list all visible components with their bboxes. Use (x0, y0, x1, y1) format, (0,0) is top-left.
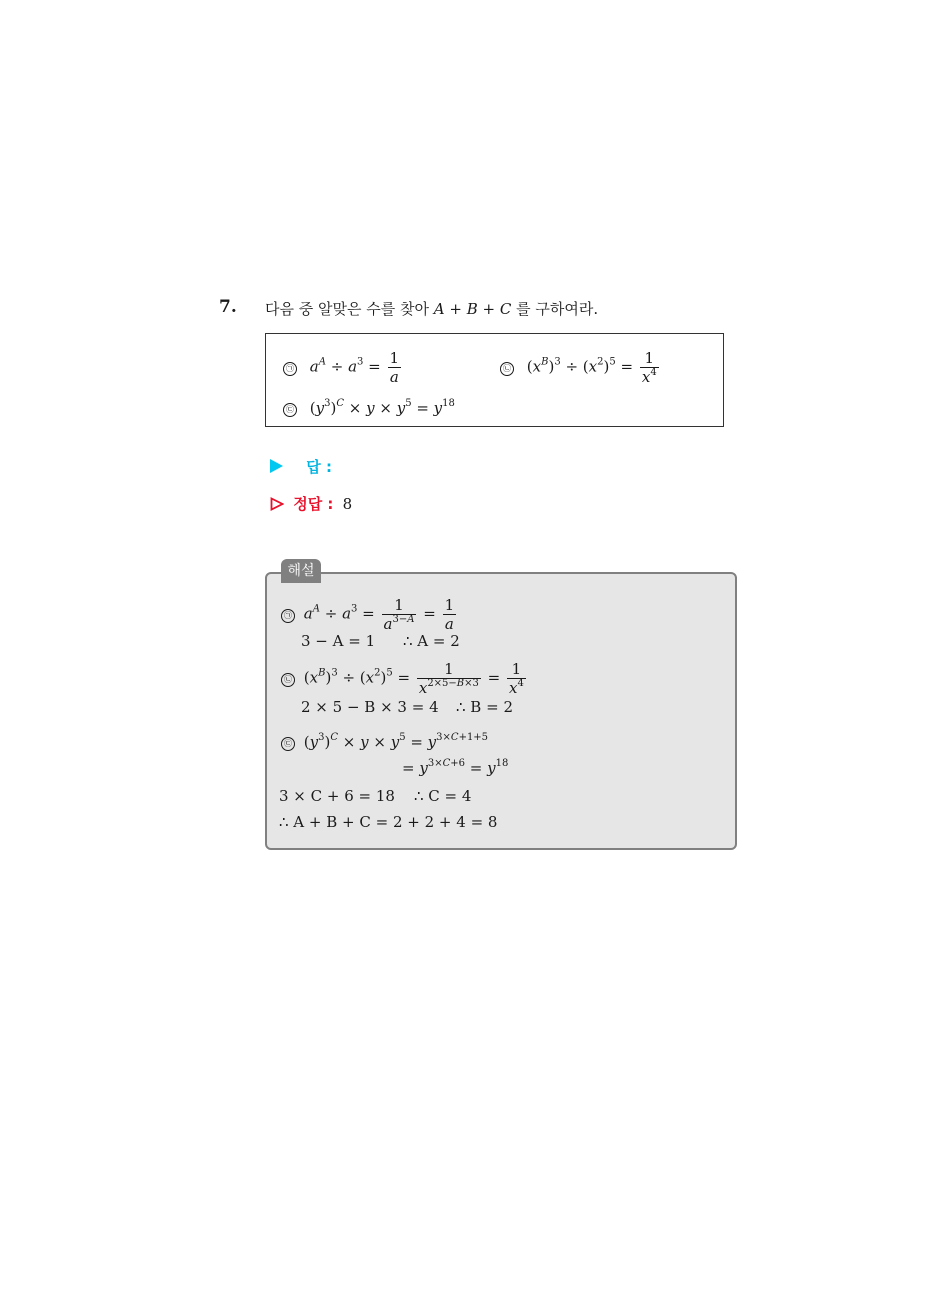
step-3-marker: ㉢ (281, 737, 295, 751)
fraction: $\frac{1}{a}$ (389, 349, 400, 386)
play-arrow-icon (270, 459, 283, 473)
solution-step-3-eq: 3 × C + 6 = 18 (279, 787, 395, 805)
question-number: 7. (219, 297, 237, 317)
outline-arrow-icon (270, 497, 284, 511)
solution-step-3: ㉢ $(y^3)^C \times y \times y^5 = y^{3\times C+1+5}$ (281, 733, 488, 751)
question-prefix: 다음 중 알맞은 수를 찾아 (265, 300, 429, 318)
step-1-marker: ㉠ (281, 609, 295, 623)
solution-step-3-result: ∴ C = 4 (414, 787, 472, 805)
choice-2-marker: ㉡ (500, 362, 514, 376)
solution-step-1: ㉠ $a^A \div a^3$ = $\frac{1}{a^{3-A}}$ = $\frac{1}{a}$ (281, 597, 458, 632)
var-c: C (499, 300, 512, 318)
choice-1-marker: ㉠ (283, 362, 297, 376)
choice-3: ㉢ $(y^3)^C \times y \times y^5 = y^{18}$ (283, 399, 455, 417)
solution-step-2-eq: 2 × 5 − B × 3 = 4 (301, 698, 439, 716)
var-a: A (433, 300, 445, 318)
correct-answer-row (270, 493, 352, 514)
step-2-marker: ㉡ (281, 673, 295, 687)
fraction: $\frac{1}{x^4}$ (509, 660, 524, 697)
solution-final: ∴ A + B + C = 2 + 2 + 4 = 8 (279, 813, 498, 831)
fraction: $\frac{1}{a^{3-A}}$ (383, 596, 415, 633)
fraction: $\frac{1}{x^{2\times 5-B\times 3}}$ (418, 660, 479, 697)
correct-answer-label: 정답 : (293, 495, 334, 513)
solution-step-1-result: ∴ A = 2 (403, 632, 460, 650)
answer-row (270, 456, 332, 477)
question-suffix: 를 구하여라. (516, 300, 599, 318)
choice-3-marker: ㉢ (283, 403, 297, 417)
solution-step-3-cont: = $y^{3\times C+6} = y^{18}$ (402, 758, 509, 777)
solution-step-2-result: ∴ B = 2 (456, 698, 513, 716)
fraction: $\frac{1}{a}$ (444, 596, 455, 633)
fraction: $\frac{1}{x^4}$ (641, 349, 657, 386)
solution-step-2: ㉡ $(x^B)^3 \div (x^2)^5$ = $\frac{1}{x^{2\times 5-B\times 3}}$ = $\frac{1}{x^4}$ (281, 661, 528, 696)
solution-tab: 해설 (281, 559, 321, 583)
question-text: 다음 중 알맞은 수를 찾아 A + B + C 를 구하여라. (265, 300, 599, 318)
correct-answer-value: 8 (342, 495, 353, 513)
var-b: B (466, 300, 478, 318)
choice-1: ㉠ $a^A \div a^3$ = $\frac{1}{a}$ (283, 350, 403, 385)
solution-step-1-eq: 3 − A = 1 (301, 632, 376, 650)
choice-2: ㉡ $(x^B)^3 \div (x^2)^5$ = $\frac{1}{x^4}$ (500, 350, 661, 385)
answer-label: 답 : (306, 458, 332, 476)
